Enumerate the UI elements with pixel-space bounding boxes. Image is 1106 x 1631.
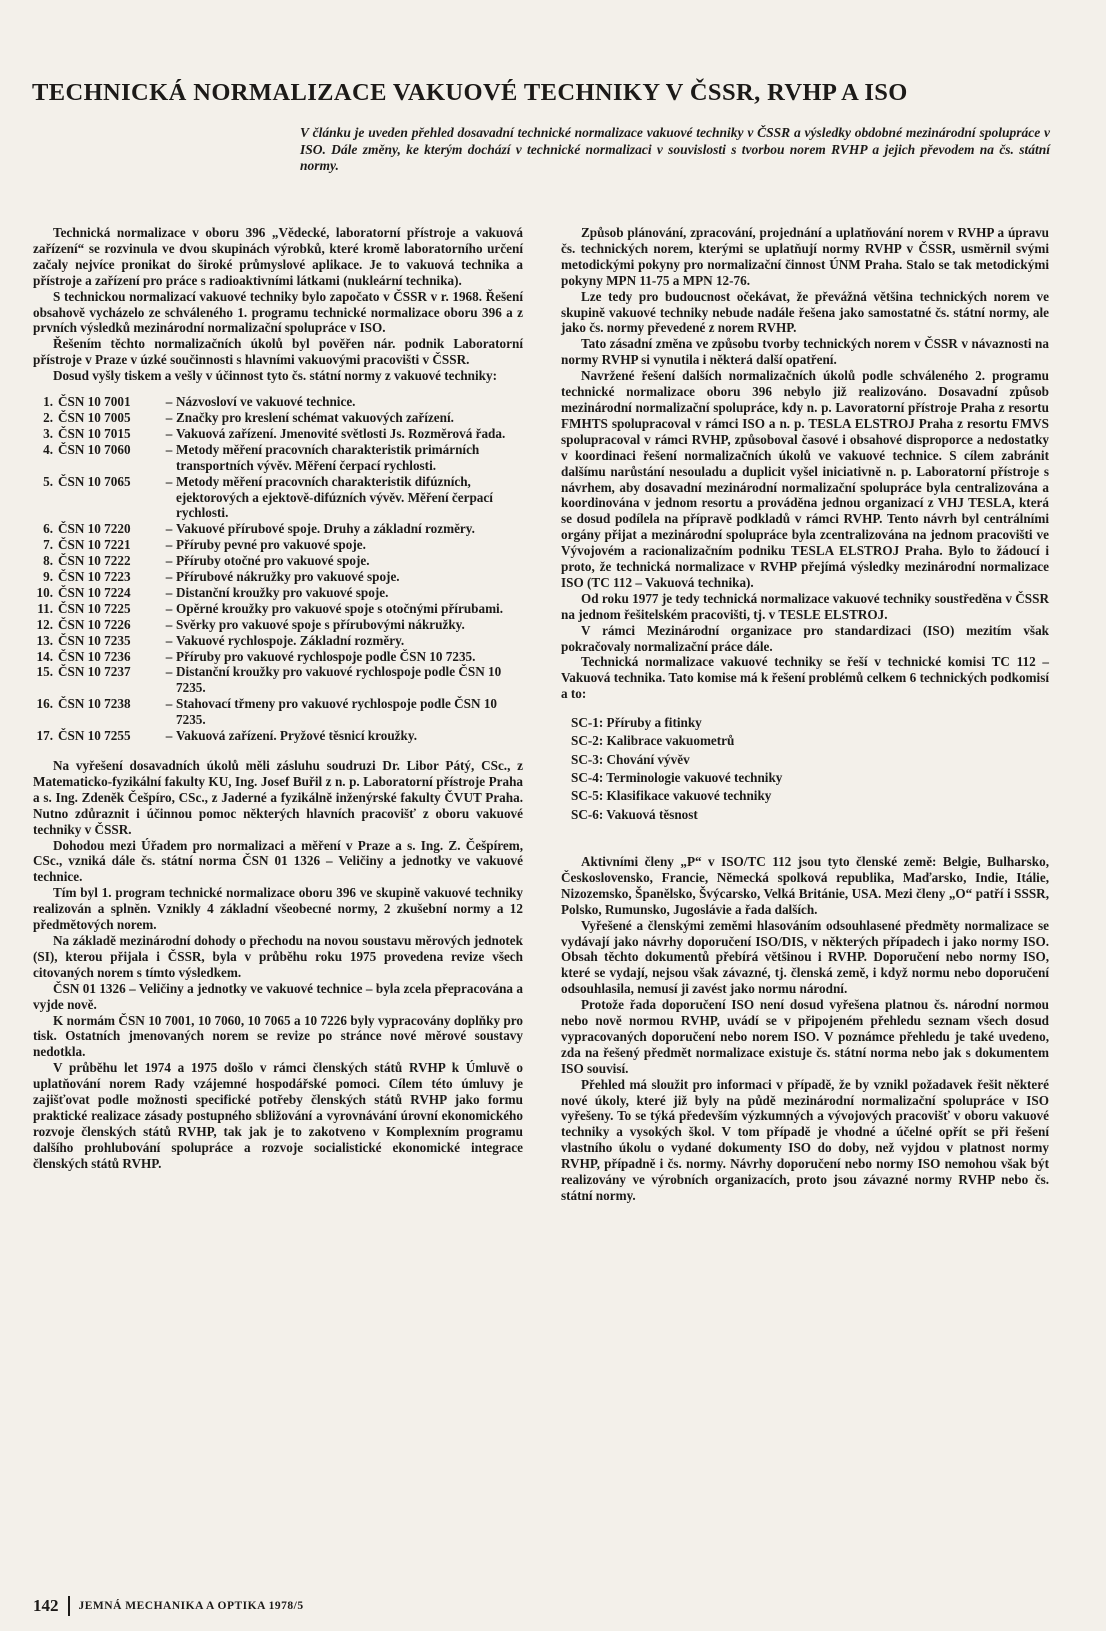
subcommittee-item: SC-1: Příruby a fitinky — [571, 715, 702, 731]
norm-item — [33, 426, 523, 442]
norm-code: ČSN 10 7221 — [58, 537, 131, 553]
norm-title: Stahovací třmeny pro vakuové rychlospoje podle ČSN 10 7235. — [176, 696, 498, 728]
paragraph: Řešením těchto normalizačních úkolů byl pověřen nár. podnik Laboratorní přístroje v Praze v úzké součinnosti s hlavními vakuovými pracovišti v ČSSR. — [33, 336, 523, 368]
subcommittee-item: SC-5: Klasifikace vakuové techniky — [571, 788, 772, 804]
norm-title: Příruby pro vakuové rychlospoje podle ČSN 10 7235. — [176, 648, 476, 664]
norm-code: ČSN 10 7226 — [58, 616, 131, 632]
norm-code: ČSN 10 7255 — [58, 728, 131, 744]
norm-title: Značky pro kreslení schémat vakuových zařízení. — [176, 409, 454, 425]
norm-item — [33, 664, 523, 696]
subcommittee-item: SC-3: Chování vývěv — [571, 751, 690, 767]
norm-title: Metody měření pracovních charakteristik primárních transportních vývěv. Měření čerpací rychlosti. — [176, 441, 480, 473]
subcommittee-list — [571, 714, 1049, 824]
norm-item — [33, 410, 523, 426]
norm-item — [33, 696, 523, 728]
norm-list — [33, 394, 523, 744]
paragraph: Lze tedy pro budoucnost očekávat, že převážná většina technických norem ve skupině vakuové techniky nebude nadále řešena jako samostatné čs. státní normy, ale jako čs. normy převedené z norem RVHP. — [561, 288, 1049, 336]
norm-title: Vakuové rychlospoje. Základní rozměry. — [176, 632, 405, 648]
norm-title: Opěrné kroužky pro vakuové spoje s otočnými přírubami. — [176, 600, 504, 616]
norm-code: ČSN 10 7238 — [58, 696, 131, 712]
norm-item — [33, 633, 523, 649]
norm-dash: – — [165, 425, 173, 441]
paragraph: Navržené řešení dalších normalizačních úkolů podle schváleného 2. programu technické normalizace oboru 396 nebylo již realizováno. Dosavadní způsob mezinárodní normalizační spolupráce, kdy n. p. Lavoratorní přístroje Praha z resortu FMHTS spolupracoval v rámci ISO a n. p. TESLA ELSTROJ Praha z resortu FMVS spolupracoval v rámci RVHP, způsoboval časové i obsahové disproporce a nedostatky v koordinaci řešení normalizačních úkolů ve vakuové technice. S cílem zabránit dalšímu narůstání nesouladu a duplicit vyšel iniciativně n. p. Laboratorní přístroje s návrhem, aby dosavadní mezinárodní normalizační spolupráce byla centralizována a koordinována v jednom resortu a prováděna jednou organizací z VHJ TESLA, která se dosud podílela na přípravě podkladů v rámci RVHP. Tento návrh byl centrálními orgány přijat a mezinárodní spolupráce byla zcentralizována na jednom pracovišti ve Vývojovém a racionalizačním podniku TESLA ELSTROJ Praha. Bylo to žádoucí i proto, že technická normalizace v RVHP přejímá výsledky mezinárodní normalizace ISO (TC 112 – Vakuová technika). — [561, 368, 1049, 590]
norm-item — [33, 649, 523, 665]
paragraph: Protože řada doporučení ISO není dosud vyřešena platnou čs. národní normou nebo nově normou RVHP, uvádí se v připojeném přehledu seznam všech dosud vypracovaných doporučení nebo norem ISO. V poznámce přehledu je také uvedeno, zda na řešený předmět normalizace existuje čs. státní norma nebo jak s dokumentem ISO souvisí. — [561, 997, 1049, 1076]
norm-number: 7. — [43, 537, 53, 553]
norm-item — [33, 537, 523, 553]
norm-dash: – — [165, 616, 173, 632]
norm-dash: – — [165, 728, 173, 744]
paragraph: S technickou normalizací vakuové techniky bylo započato v ČSSR v r. 1968. Řešení obsahově vycházelo ze schváleného 1. programu technické normalizace oboru 396 a z prvních výsledků mezinárodní normalizační spolupráce v ISO. — [33, 288, 523, 336]
norm-code: ČSN 10 7015 — [58, 425, 131, 441]
page-footer — [33, 1596, 304, 1616]
paragraph: Od roku 1977 je tedy technická normalizace vakuové techniky soustředěna v ČSSR na jednom řešitelském pracovišti, tj. v TESLE ELSTROJ. — [561, 590, 1049, 622]
paragraph: Na vyřešení dosavadních úkolů měli zásluhu soudruzi Dr. Libor Pátý, CSc., z Matematicko-fyzikální fakulty KU, Ing. Josef Buřil z n. p. Laboratorní přístroje Praha a s. Ing. Zdeněk Češpíro, CSc., z Jaderné a fyzikálně inženýrské fakulty ČVUT Praha. Nutno zdůraznit i účinnou pomoc některých hlavních pracovišť z oboru vakuové techniky v ČSSR. — [33, 758, 523, 837]
paragraph: Aktivními členy „P“ v ISO/TC 112 jsou tyto členské země: Belgie, Bulharsko, Československo, Francie, Německá spolková republika, Maďarsko, Indie, Itálie, Nizozemsko, Španělsko, Švýcarsko, Velká Británie, USA. Mezi členy „O“ patří i SSSR, Polsko, Rumunsko, Jugoslávie a řada dalších. — [561, 853, 1049, 917]
norm-number: 5. — [43, 473, 53, 489]
paragraph: ČSN 01 1326 – Veličiny a jednotky ve vakuové technice – byla zcela přepracována a vyjde nově. — [33, 980, 523, 1012]
norm-item — [33, 442, 523, 474]
norm-item — [33, 569, 523, 585]
norm-code: ČSN 10 7237 — [58, 664, 131, 680]
journal-name: JEMNÁ MECHANIKA A OPTIKA 1978/5 — [78, 1600, 304, 1612]
norm-code: ČSN 10 7065 — [58, 473, 131, 489]
norm-dash: – — [165, 664, 173, 680]
paragraph: Technická normalizace v oboru 396 „Vědecké, laboratorní přístroje a vakuová zařízení“ se rozvinula ve dvou skupinách výrobků, které kromě laboratorního určení začaly nejvíce pronikat do široké průmyslové aplikace. Je to vakuová technika a přístroje a zařízení pro práce s radioaktivními látkami (nukleární technika). — [33, 225, 523, 288]
norm-code: ČSN 10 7235 — [58, 632, 131, 648]
norm-dash: – — [165, 394, 173, 410]
norm-item — [33, 474, 523, 522]
norm-number: 16. — [36, 696, 53, 712]
norm-code: ČSN 10 7222 — [58, 553, 131, 569]
norm-dash: – — [165, 648, 173, 664]
norm-dash: – — [165, 632, 173, 648]
norm-dash: – — [165, 473, 173, 489]
norm-dash: – — [165, 537, 173, 553]
subcommittee-item: SC-2: Kalibrace vakuometrů — [571, 733, 735, 749]
norm-number: 8. — [43, 553, 53, 569]
norm-item — [33, 394, 523, 410]
norm-dash: – — [165, 441, 173, 457]
norm-title: Názvosloví ve vakuové technice. — [176, 394, 356, 410]
paragraph: Tato zásadní změna ve způsobu tvorby technických norem v ČSSR v návaznosti na normy RVHP si vynutila i některá další opatření. — [561, 336, 1049, 368]
norm-title: Přírubové nákružky pro vakuové spoje. — [176, 569, 400, 585]
subcommittee-item: SC-6: Vakuová těsnost — [571, 806, 698, 822]
paragraph: V rámci Mezinárodní organizace pro standardizaci (ISO) mezitím však pokračovaly normalizační práce dále. — [561, 622, 1049, 654]
norm-number: 4. — [43, 441, 53, 457]
norm-title: Vakuová zařízení. Jmenovité světlosti Js. Rozměrová řada. — [176, 425, 506, 441]
subcommittee-item: SC-4: Terminologie vakuové techniky — [571, 770, 783, 786]
norm-title: Příruby otočné pro vakuové spoje. — [176, 553, 370, 569]
norm-code: ČSN 10 7236 — [58, 648, 131, 664]
left-column — [33, 225, 523, 1172]
paragraph: Vyřešené a členskými zeměmi hlasováním odsouhlasené předměty normalizace se vydávají jako návrhy doporučení ISO/DIS, v některých případech i jako normy ISO. Obsah těchto dokumentů přebírá většinou i RVHP. Doporučení nebo normy ISO, které se vydají, nejsou však závazné, tj. členská země, i když normu nebo doporučení odsouhlasila, nemusí ji zavést jako normu národní. — [561, 917, 1049, 997]
paragraph: Na základě mezinárodní dohody o přechodu na novou soustavu měrových jednotek (SI), kterou přijala i ČSSR, byla v průběhu roku 1975 provedena revize všech citovaných norem s tímto výsledkem. — [33, 932, 523, 980]
paragraph: Technická normalizace vakuové techniky se řeší v technické komisi TC 112 – Vakuová technika. Tato komise má k řešení problémů celkem 6 technických podkomisí a to: — [561, 654, 1049, 702]
norm-number: 13. — [36, 632, 53, 648]
norm-dash: – — [165, 569, 173, 585]
norm-title: Distanční kroužky pro vakuové rychlospoje podle ČSN 10 7235. — [176, 664, 502, 696]
norm-code: ČSN 10 7223 — [58, 569, 131, 585]
right-column — [561, 225, 1049, 1204]
norm-title: Vakuové přírubové spoje. Druhy a základní rozměry. — [176, 521, 475, 537]
article-abstract: V článku je uveden přehled dosavadní technické normalizace vakuové techniky v ČSSR a výsledky obdobné mezinárodní spolupráce v ISO. Dále změny, ke kterým dochází v technické normalizaci v souvislosti s tvorbou norem RVHP a jejich převodem na čs. státní normy. — [300, 125, 1050, 173]
norm-number: 10. — [36, 584, 53, 600]
norm-title: Metody měření pracovních charakteristik difúzních, ejektorových a ejektově-difúzních vývěv. Měření čerpací rychlosti. — [176, 473, 493, 521]
norm-title: Svěrky pro vakuové spoje s přírubovými nákružky. — [176, 616, 465, 632]
norm-code: ČSN 10 7225 — [58, 600, 131, 616]
norm-number: 1. — [43, 394, 53, 410]
norm-number: 12. — [36, 616, 53, 632]
norm-item — [33, 585, 523, 601]
paragraph: K normám ČSN 10 7001, 10 7060, 10 7065 a 10 7226 byly vypracovány doplňky pro tisk. Ostatních jmenovaných norem se revize po stránce nové měrové soustavy nedotkla. — [33, 1012, 523, 1060]
norm-number: 9. — [43, 569, 53, 585]
norm-dash: – — [165, 696, 173, 712]
norm-code: ČSN 10 7220 — [58, 521, 131, 537]
page-number: 142 — [33, 1596, 59, 1615]
norm-code: ČSN 10 7224 — [58, 584, 131, 600]
norm-number: 6. — [43, 521, 53, 537]
norm-dash: – — [165, 584, 173, 600]
norm-item — [33, 521, 523, 537]
norm-dash: – — [165, 600, 173, 616]
norm-code: ČSN 10 7060 — [58, 441, 131, 457]
paragraph: Dohodou mezi Úřadem pro normalizaci a měření v Praze a s. Ing. Z. Češpírem, CSc., vzniká dále čs. státní norma ČSN 01 1326 – Veličiny a jednotky ve vakuové technice. — [33, 837, 523, 885]
norm-title: Vakuová zařízení. Pryžové těsnicí kroužky. — [176, 728, 418, 744]
norm-dash: – — [165, 521, 173, 537]
norm-number: 11. — [37, 600, 53, 616]
norm-title: Příruby pevné pro vakuové spoje. — [176, 537, 366, 553]
article-title: TECHNICKÁ NORMALIZACE VAKUOVÉ TECHNIKY V ČSSR, RVHP A ISO — [32, 79, 908, 107]
norm-item — [33, 553, 523, 569]
norm-number: 15. — [36, 664, 53, 680]
norm-number: 14. — [36, 648, 53, 664]
norm-title: Distanční kroužky pro vakuové spoje. — [176, 584, 389, 600]
norm-item — [33, 601, 523, 617]
norm-number: 2. — [43, 409, 53, 425]
norm-code: ČSN 10 7001 — [58, 394, 131, 410]
norm-dash: – — [165, 409, 173, 425]
paragraph: V průběhu let 1974 a 1975 došlo v rámci členských států RVHP k Úmluvě o uplatňování norem Rady vzájemné hospodářské pomoci. Cílem této úmluvy je zajišťovat podle možnosti specifické potřeby členských států RVHP jako formu praktické realizace zásady postupného sbližování a vyrovnávání úrovní ekonomického rozvoje členských států RVHP, tak jak je to zakotveno v Komplexním programu dalšího prohlubování spolupráce a rozvoje socialistické ekonomické integrace členských států RVHP. — [33, 1060, 523, 1171]
paragraph: Přehled má sloužit pro informaci v případě, že by vznikl požadavek řešit některé nové úkoly, které již byly na půdě mezinárodní normalizační spolupráce v ISO vyřešeny. To se týká především výzkumných a vývojových pracovišť v oboru vakuové techniky a vysokých škol. V tom případě je vhodné a účelné opřít se při řešení vlastního úkolu o vydané dokumenty ISO do doby, než vyjdou v platnost normy RVHP, případně i čs. normy. Návrhy doporučení nebo normy ISO nemohou však být realizovány ve výrobních organizacích, proto jsou závazné normy RVHP nebo čs. státní normy. — [561, 1076, 1049, 1203]
norm-number: 17. — [36, 728, 53, 744]
norm-dash: – — [165, 553, 173, 569]
footer-divider — [68, 1596, 70, 1616]
paragraph: Způsob plánování, zpracování, projednání a uplatňování norem v RVHP a úpravu čs. technických norem, kterými se uplatňují normy RVHP v ČSSR, usměrnil svými metodickými pokyny pro normalizační činnost ÚNM Praha. Stalo se tak metodickými pokyny MPN 11-75 a MPN 12-76. — [561, 225, 1049, 288]
paragraph: Dosud vyšly tiskem a vešly v účinnost tyto čs. státní normy z vakuové techniky: — [53, 368, 497, 384]
norm-item — [33, 728, 523, 744]
norm-number: 3. — [43, 425, 53, 441]
norm-item — [33, 617, 523, 633]
norm-code: ČSN 10 7005 — [58, 409, 131, 425]
paragraph: Tím byl 1. program technické normalizace oboru 396 ve skupině vakuové techniky realizován a splněn. Vznikly 4 základní všeobecné normy, 2 zkušební normy a 12 předmětových norem. — [33, 885, 523, 933]
